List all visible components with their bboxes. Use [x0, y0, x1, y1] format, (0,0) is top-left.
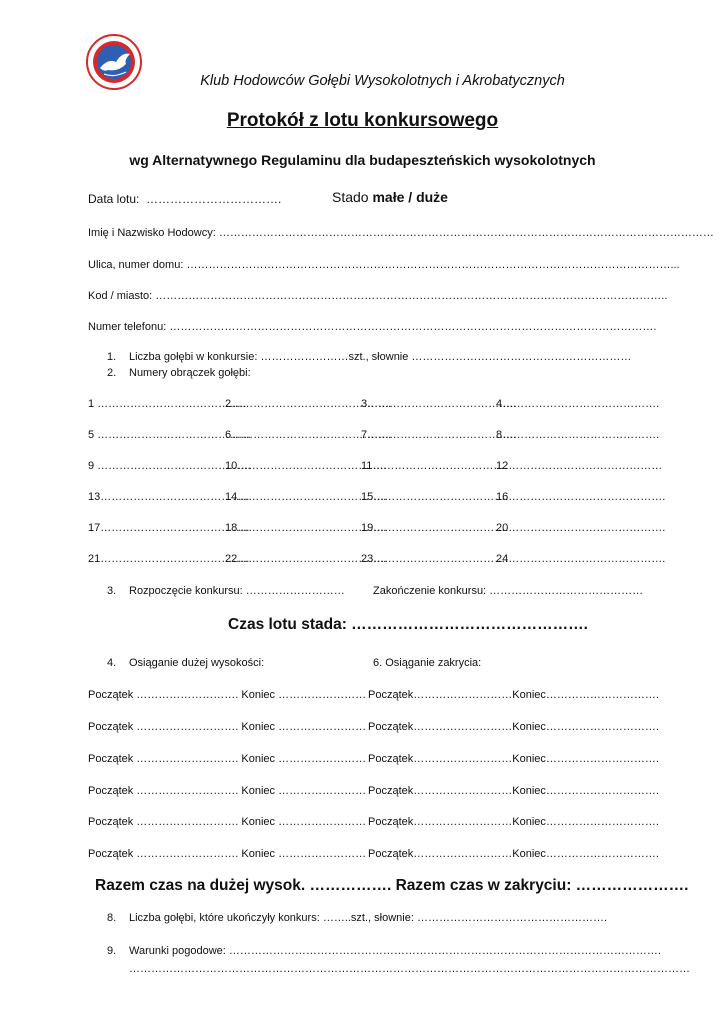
field-label: Ulica, numer domu:: [88, 259, 184, 271]
page-title: Protokół z lotu konkursowego: [226, 110, 499, 131]
altitude-time-row[interactable]: Początek ………………………. Koniec ……………………: [88, 721, 367, 733]
cover-time-row[interactable]: Początek………………………Koniec………………………….: [368, 689, 659, 701]
club-name: Klub Hodowców Gołębi Wysokolotnych i Akrobatycznych: [200, 73, 565, 89]
field-label: Numer telefonu:: [88, 321, 167, 333]
item-weather-cont[interactable]: ………………………………………………………………………………………………………………………………………: [129, 963, 690, 975]
ring-number-field[interactable]: 24…………………………………….: [496, 553, 666, 565]
ring-number-field[interactable]: 17…………………………………..: [88, 522, 250, 534]
flock-size-options[interactable]: małe / duże: [372, 189, 448, 205]
item-finished-count[interactable]: [107, 912, 607, 924]
flight-date-field[interactable]: …………………………….: [146, 192, 282, 206]
flock-size-prefix: Stado: [332, 189, 369, 205]
ring-number-field[interactable]: 11……………………………….: [361, 460, 508, 472]
cover-time-row[interactable]: Początek………………………Koniec………………………….: [368, 785, 659, 797]
altitude-time-row[interactable]: Początek ………………………. Koniec ……………………: [88, 689, 367, 701]
item-ring-numbers: [107, 367, 251, 379]
ring-number-field[interactable]: 23……………………………….: [361, 553, 509, 565]
ring-number-field[interactable]: 16…………………………………….: [496, 491, 666, 503]
altitude-time-row[interactable]: Początek ………………………. Koniec ……………………: [88, 785, 367, 797]
ring-number-field[interactable]: 2……………………………………..: [225, 398, 392, 410]
item-cover: 6. Osiąganie zakrycia:: [373, 657, 482, 669]
altitude-time-row[interactable]: Początek ………………………. Koniec ……………………: [88, 816, 367, 828]
ring-number-field[interactable]: 10…………………………………..: [225, 460, 387, 472]
item-contest-start[interactable]: [107, 585, 345, 597]
cover-time-row[interactable]: Początek………………………Koniec………………………….: [368, 816, 659, 828]
flight-date-row: [88, 192, 281, 206]
field-value: …………………………………………………………………………………………………………………………..: [155, 290, 668, 302]
postal-city-field[interactable]: [88, 290, 667, 302]
item-pigeon-count[interactable]: [107, 351, 631, 363]
totals-row[interactable]: Razem czas na dużej wysok. ……………. Razem czas w zakryciu: ………………….: [95, 877, 689, 894]
ring-number-field[interactable]: 6……………………………………..: [225, 429, 392, 441]
ring-number-field[interactable]: 9 ……………………………………: [88, 460, 252, 472]
field-label: Imię i Nazwisko Hodowcy:: [88, 227, 216, 239]
ring-number-field[interactable]: 21…………………………………..: [88, 553, 250, 565]
ring-number-field[interactable]: 20…………………………………….: [496, 522, 666, 534]
item-high-altitude: [107, 657, 264, 669]
ring-number-field[interactable]: 15……………………………….: [361, 491, 509, 503]
item-number: 1.: [107, 351, 117, 363]
field-value: ……………………………………………………………………………………………………………………...: [186, 259, 680, 271]
altitude-time-row[interactable]: Początek ………………………. Koniec ……………………: [88, 753, 367, 765]
item-text: Warunki pogodowe: ……………………………………………………………………………………………………….: [129, 945, 661, 957]
ring-number-field[interactable]: 5 ……………………………………: [88, 429, 252, 441]
ring-number-field[interactable]: 14…………………………………..: [225, 491, 387, 503]
field-value: ………………………………………………………………………………………………………………………: [218, 227, 714, 239]
ring-number-field[interactable]: 7…………………………………..: [361, 429, 517, 441]
item-number: 8.: [107, 912, 117, 924]
flight-date-label: Data lotu:: [88, 192, 140, 206]
item-text: Osiąganie dużej wysokości:: [129, 657, 265, 669]
breeder-name-field[interactable]: [88, 227, 714, 239]
item-contest-end[interactable]: Zakończenie konkursu: ……………………………………: [373, 585, 644, 597]
ring-number-field[interactable]: 13…………………………………..: [88, 491, 250, 503]
item-text: Numery obrączek gołębi:: [129, 367, 251, 379]
page-subtitle: wg Alternatywnego Regulaminu dla budapeszteńskich wysokolotnych: [129, 152, 596, 168]
ring-number-field[interactable]: 3…………………………………..: [361, 398, 517, 410]
item-number: 3.: [107, 585, 117, 597]
ring-number-field[interactable]: 19……………………………….: [361, 522, 509, 534]
item-weather[interactable]: [107, 945, 661, 957]
item-number: 2.: [107, 367, 117, 379]
item-number: 4.: [107, 657, 117, 669]
cover-time-row[interactable]: Początek………………………Koniec………………………….: [368, 753, 659, 765]
ring-number-field[interactable]: 8…………………………………….: [496, 429, 660, 441]
item-text: Liczba gołębi, które ukończyły konkurs: ……..szt., słownie: …………………………………………….: [129, 912, 608, 924]
street-field[interactable]: [88, 259, 680, 271]
ring-number-field[interactable]: 4…………………………………….: [496, 398, 660, 410]
flock-size: [332, 189, 448, 205]
ring-number-field[interactable]: 12……………………………………: [496, 460, 663, 472]
ring-number-field[interactable]: 18…………………………………..: [225, 522, 387, 534]
altitude-time-row[interactable]: Początek ………………………. Koniec ……………………: [88, 848, 367, 860]
ring-number-field[interactable]: 22…………………………………..: [225, 553, 387, 565]
field-value: …………………………………………………………………………………………………………………….: [169, 321, 657, 333]
cover-time-row[interactable]: Początek………………………Koniec………………………….: [368, 848, 659, 860]
field-label: Kod / miasto:: [88, 290, 153, 302]
item-number: 9.: [107, 945, 117, 957]
flock-flight-time[interactable]: Czas lotu stada: ……………………………………….: [228, 616, 588, 633]
item-text: Rozpoczęcie konkursu: ………………………: [129, 585, 345, 597]
item-text: Liczba gołębi w konkursie: ……………………szt., słownie ……………………………………………………: [129, 351, 632, 363]
cover-time-row[interactable]: Początek………………………Koniec………………………….: [368, 721, 659, 733]
phone-field[interactable]: [88, 321, 656, 333]
ring-number-field[interactable]: 1 …………………………………..: [88, 398, 247, 410]
